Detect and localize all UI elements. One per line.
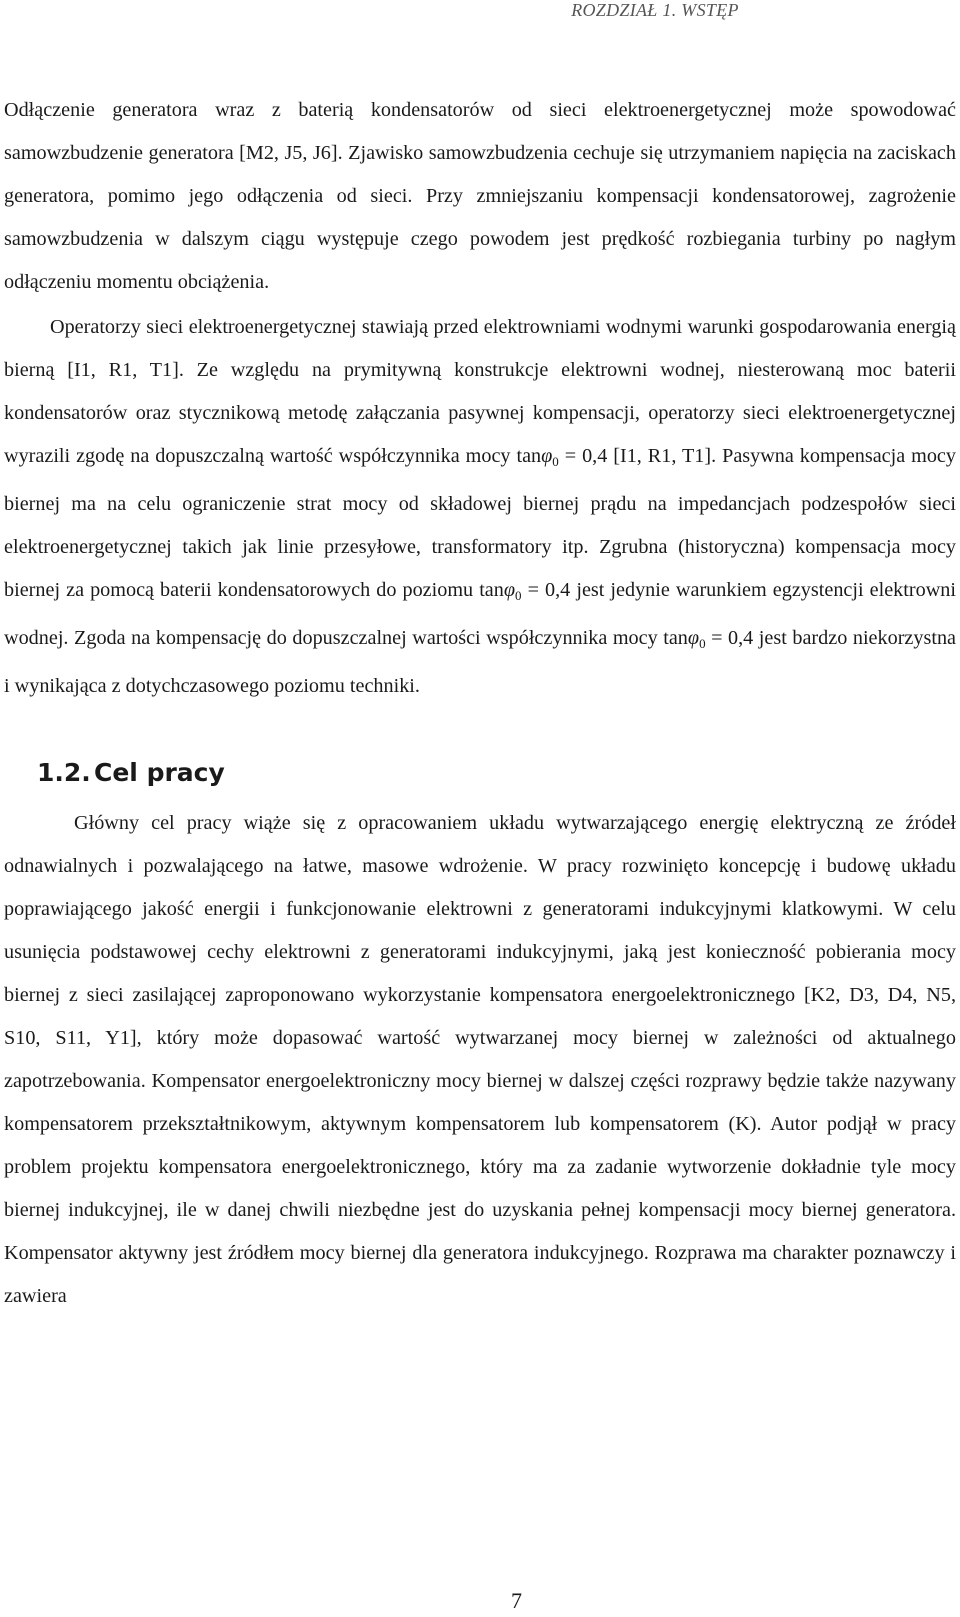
text-segment: = 0,4 jest bardzo niekorzystna i wynikająca z dotychczasowego poziomu techniki. bbox=[4, 627, 956, 697]
phi-symbol: φ bbox=[503, 579, 516, 601]
phi-subscript: 0 bbox=[552, 454, 559, 469]
running-header: ROZDZIAŁ 1. WSTĘP bbox=[571, 0, 739, 20]
paragraph-self-excitation: Odłączenie generatora wraz z baterią kondensatorów od sieci elektroenergetycznej może spowodować samowzbudzenie generatora [M2, J5, J6]. Zjawisko samowzbudzenia cechuje się utrzymaniem napięcia na zaciskach generatora, pomimo jego odłączenia od sieci. Przy zmniejszaniu kompensacji kondensatorowej, zagrożenie samowzbudzenia w dalszym ciągu występuje czego powodem jest prędkość rozbiegania turbiny po nagłym odłączeniu momentu obciążenia. bbox=[4, 99, 956, 293]
text-segment: = 0,4 [I1, R1, T1]. Pasywna kompensacja mocy biernej ma na celu ograniczenie strat mocy od składowej biernej prądu na impedancjach podzespołów sieci elektroenergetycznej takich jak linie przesyłowe, transformatory itp. Zgrubna (historyczna) kompensacja mocy biernej za pomocą baterii kondensatorowych do poziomu tan bbox=[4, 445, 956, 601]
phi-subscript: 0 bbox=[515, 588, 522, 603]
section-heading bbox=[4, 744, 956, 802]
text-segment: Operatorzy sieci elektroenergetycznej stawiają przed elektrowniami wodnymi warunki gospodarowania energią bierną [I1, R1, T1]. Ze względu na prymitywną konstrukcje elektrowni wodnej, niesterowaną moc baterii kondensatorów oraz stycznikową metodę załączania pasywnej kompensacji, operatorzy sieci elektroenergetycznej wyrazili zgodę na dopuszczalną wartość współczynnika mocy tan bbox=[4, 316, 956, 467]
section-title: Cel pracy bbox=[94, 758, 225, 787]
page-content bbox=[4, 89, 956, 1318]
page-number: 7 bbox=[511, 1588, 522, 1613]
section-number: 1.2. bbox=[37, 758, 91, 787]
phi-subscript: 0 bbox=[699, 636, 706, 651]
phi-symbol: φ bbox=[687, 627, 700, 649]
phi-symbol: φ bbox=[541, 445, 553, 467]
paragraph-thesis-goal: Główny cel pracy wiąże się z opracowaniem układu wytwarzającego energię elektryczną ze źródeł odnawialnych i pozwalającego na łatwe, masowe wdrożenie. W pracy rozwinięto koncepcję i budowę układu poprawiającego jakość energii i funkcjonowanie elektrowni z generatorami indukcyjnymi klatkowymi. W celu usunięcia podstawowej cechy elektrowni z generatorami indukcyjnymi, jaką jest konieczność pobierania mocy biernej z sieci zasilającej zaproponowano wykorzystanie kompensatora energoelektronicznego [K2, D3, D4, N5, S10, S11, Y1], który może dopasować wartość wytwarzanej mocy biernej w zależności od aktualnego zapotrzebowania. Kompensator energoelektroniczny mocy biernej w dalszej części rozprawy będzie także nazywany kompensatorem przekształtnikowym, aktywnym kompensatorem lub kompensatorem (K). Autor podjął w pracy problem projektu kompensatora energoelektronicznego, który ma za zadanie wytworzenie dokładnie tyle mocy biernej indukcyjnej, ile w danej chwili niezbędne jest do uzyskania pełnej kompensacji mocy biernej generatora. Kompensator aktywny jest źródłem mocy biernej dla generatora indukcyjnego. Rozprawa ma charakter poznawczy i zawiera bbox=[4, 812, 956, 1307]
paragraph-grid-operators bbox=[4, 306, 956, 708]
text-segment: = 0,4 jest jedynie warunkiem egzystencji elektrowni wodnej. Zgoda na kompensację do dopuszczalnej wartości współczynnika mocy tan bbox=[4, 579, 956, 649]
